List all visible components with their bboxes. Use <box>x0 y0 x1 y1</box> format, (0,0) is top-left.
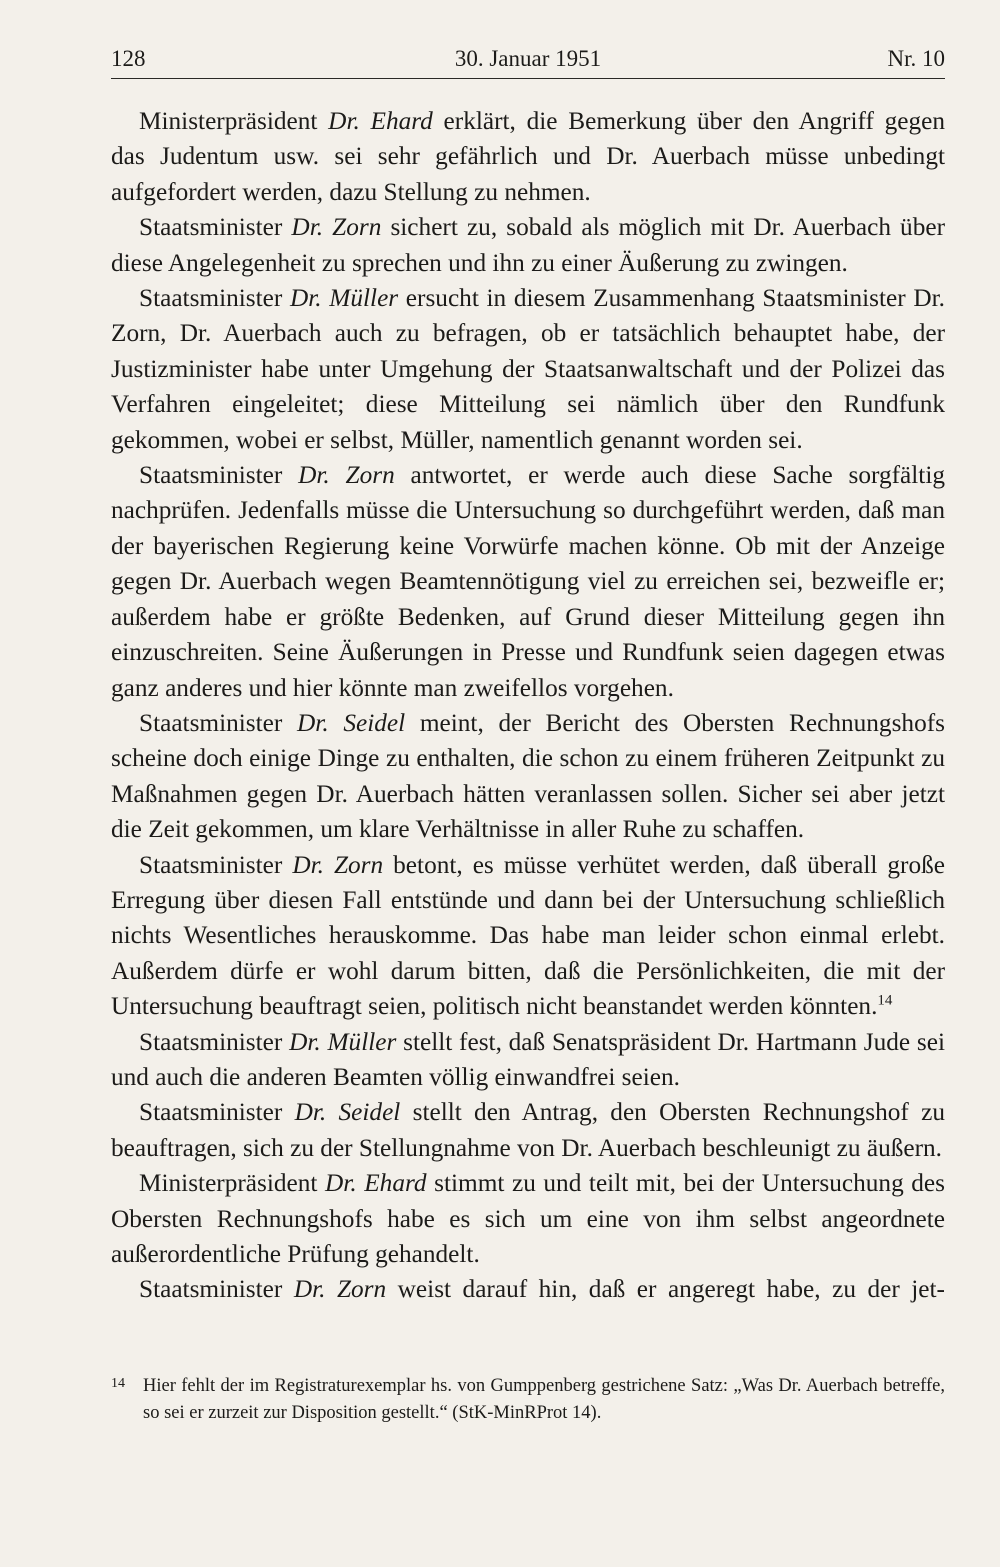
speaker-name: Dr. Zorn <box>298 461 395 490</box>
speaker-name: Dr. Zorn <box>292 850 384 879</box>
footnote-14 <box>111 1373 945 1427</box>
speaker-name: Dr. Ehard <box>328 107 433 135</box>
running-head-date: 30. Januar 1951 <box>454 46 602 71</box>
paragraph-zorn-1: Staatsminister Dr. Zorn sichert zu, sobald als möglich mit Dr. Auerbach über diese Angelegenheit zu sprechen und ihn zu einer Äußerung zu zwingen. <box>111 213 945 277</box>
footnote-text: Hier fehlt der im Registraturexemplar hs. von Gumppenberg gestrichene Satz: „Was Dr. Auerbach betreffe, so sei er zurzeit zur Disposition gestellt.“ (StK-MinRProt 14). <box>143 1376 945 1423</box>
speaker-name: Dr. Zorn <box>293 1275 387 1304</box>
paragraph-ehard-2: Ministerpräsident Dr. Ehard stimmt zu und teilt mit, bei der Untersuchung des Obersten Rechnungshofs habe es sich um eine von ihm selbst angeordnete außerordentliche Prüfung gehandelt. <box>111 1169 946 1268</box>
speaker-name: Dr. Seidel <box>294 1098 401 1127</box>
footnote-reference[interactable]: 14 <box>877 992 893 1009</box>
paragraph-mueller-2: Staatsminister Dr. Müller stellt fest, daß Senatspräsident Dr. Hartmann Jude sei und auch die anderen Beamten völlig einwandfrei seien. <box>111 1027 945 1091</box>
paragraph-mueller-1: Staatsminister Dr. Müller ersucht in diesem Zusammenhang Staatsminister Dr. Zorn, Dr. Auerbach auch zu befragen, ob er tatsächlich behauptet habe, der Justizminister habe unter Umgehung der Staatsanwaltschaft und der Polizei das Verfahren eingeleitet; diese Mitteilung sei nämlich über den Rundfunk gekommen, wobei er selbst, Müller, namentlich genannt worden sei. <box>111 284 945 454</box>
paragraph-zorn-3: Staatsminister Dr. Zorn betont, es müsse verhütet werden, daß überall große Erregung über diesen Fall entstünde und dann bei der Untersuchung schließlich nichts Wesentliches herauskomme. Das habe man leider schon einmal erlebt. Außerdem dürfe er wohl darum bitten, daß die Persönlichkeiten, die mit der Untersuchung beauftragt seien, politisch nicht beanstandet werden könnten.$^{14}$ <box>111 850 945 1021</box>
speaker-name: Dr. Müller <box>290 284 399 313</box>
speaker-name: Dr. Zorn <box>291 213 382 242</box>
paragraph-seidel-1: Staatsminister Dr. Seidel meint, der Bericht des Obersten Rechnungshofs scheine doch einige Dinge zu enthalten, die schon zu einem früheren Zeitpunkt zu Maßnahmen gegen Dr. Auerbach hätten veranlassen sollen. Sicher sei aber jetzt die Zeit gekommen, um klare Verhältnisse in aller Ruhe zu schaffen. <box>111 708 945 844</box>
running-head-issue: Nr. 10 <box>887 46 945 71</box>
speaker-name: Dr. Ehard <box>325 1169 427 1198</box>
page-number: 128 <box>111 46 146 71</box>
paragraph-zorn-2: Staatsminister Dr. Zorn antwortet, er werde auch diese Sache sorgfältig nachprüfen. Jedenfalls müsse die Untersuchung so durchgeführt werden, daß man der bayerischen Regierung keine Vorwürfe machen könne. Ob mit der Anzeige gegen Dr. Auerbach wegen Beamtennötigung viel zu erreichen sei, bezweifle er; außerdem habe er größte Bedenken, auf Grund dieser Mitteilung gegen ihn einzuschreiten. Seine Äußerungen in Presse und Rundfunk seien dagegen etwas ganz anderes und hier könnte man zweifellos vorgehen. <box>111 461 945 702</box>
speaker-name: Dr. Seidel <box>297 708 406 737</box>
footnotes <box>111 1373 945 1427</box>
running-head <box>111 44 945 79</box>
paragraph-ehard-1: Ministerpräsident Dr. Ehard erklärt, die Bemerkung über den Angriff gegen das Judentum usw. sei sehr gefährlich und Dr. Auerbach müsse unbedingt aufgefordert werden, dazu Stellung zu nehmen. <box>111 107 945 206</box>
paragraph-seidel-2: Staatsminister Dr. Seidel stellt den Antrag, den Obersten Rechnungshof zu beauftragen, sich zu der Stellungnahme von Dr. Auerbach beschleunigt zu äußern. <box>111 1098 945 1162</box>
speaker-name: Dr. Müller <box>289 1027 397 1056</box>
footnote-mark: 14 <box>111 1376 125 1391</box>
body-text <box>111 104 945 1308</box>
paragraph-zorn-4: Staatsminister Dr. Zorn weist darauf hin, daß er angeregt habe, zu der jet- <box>139 1275 945 1304</box>
